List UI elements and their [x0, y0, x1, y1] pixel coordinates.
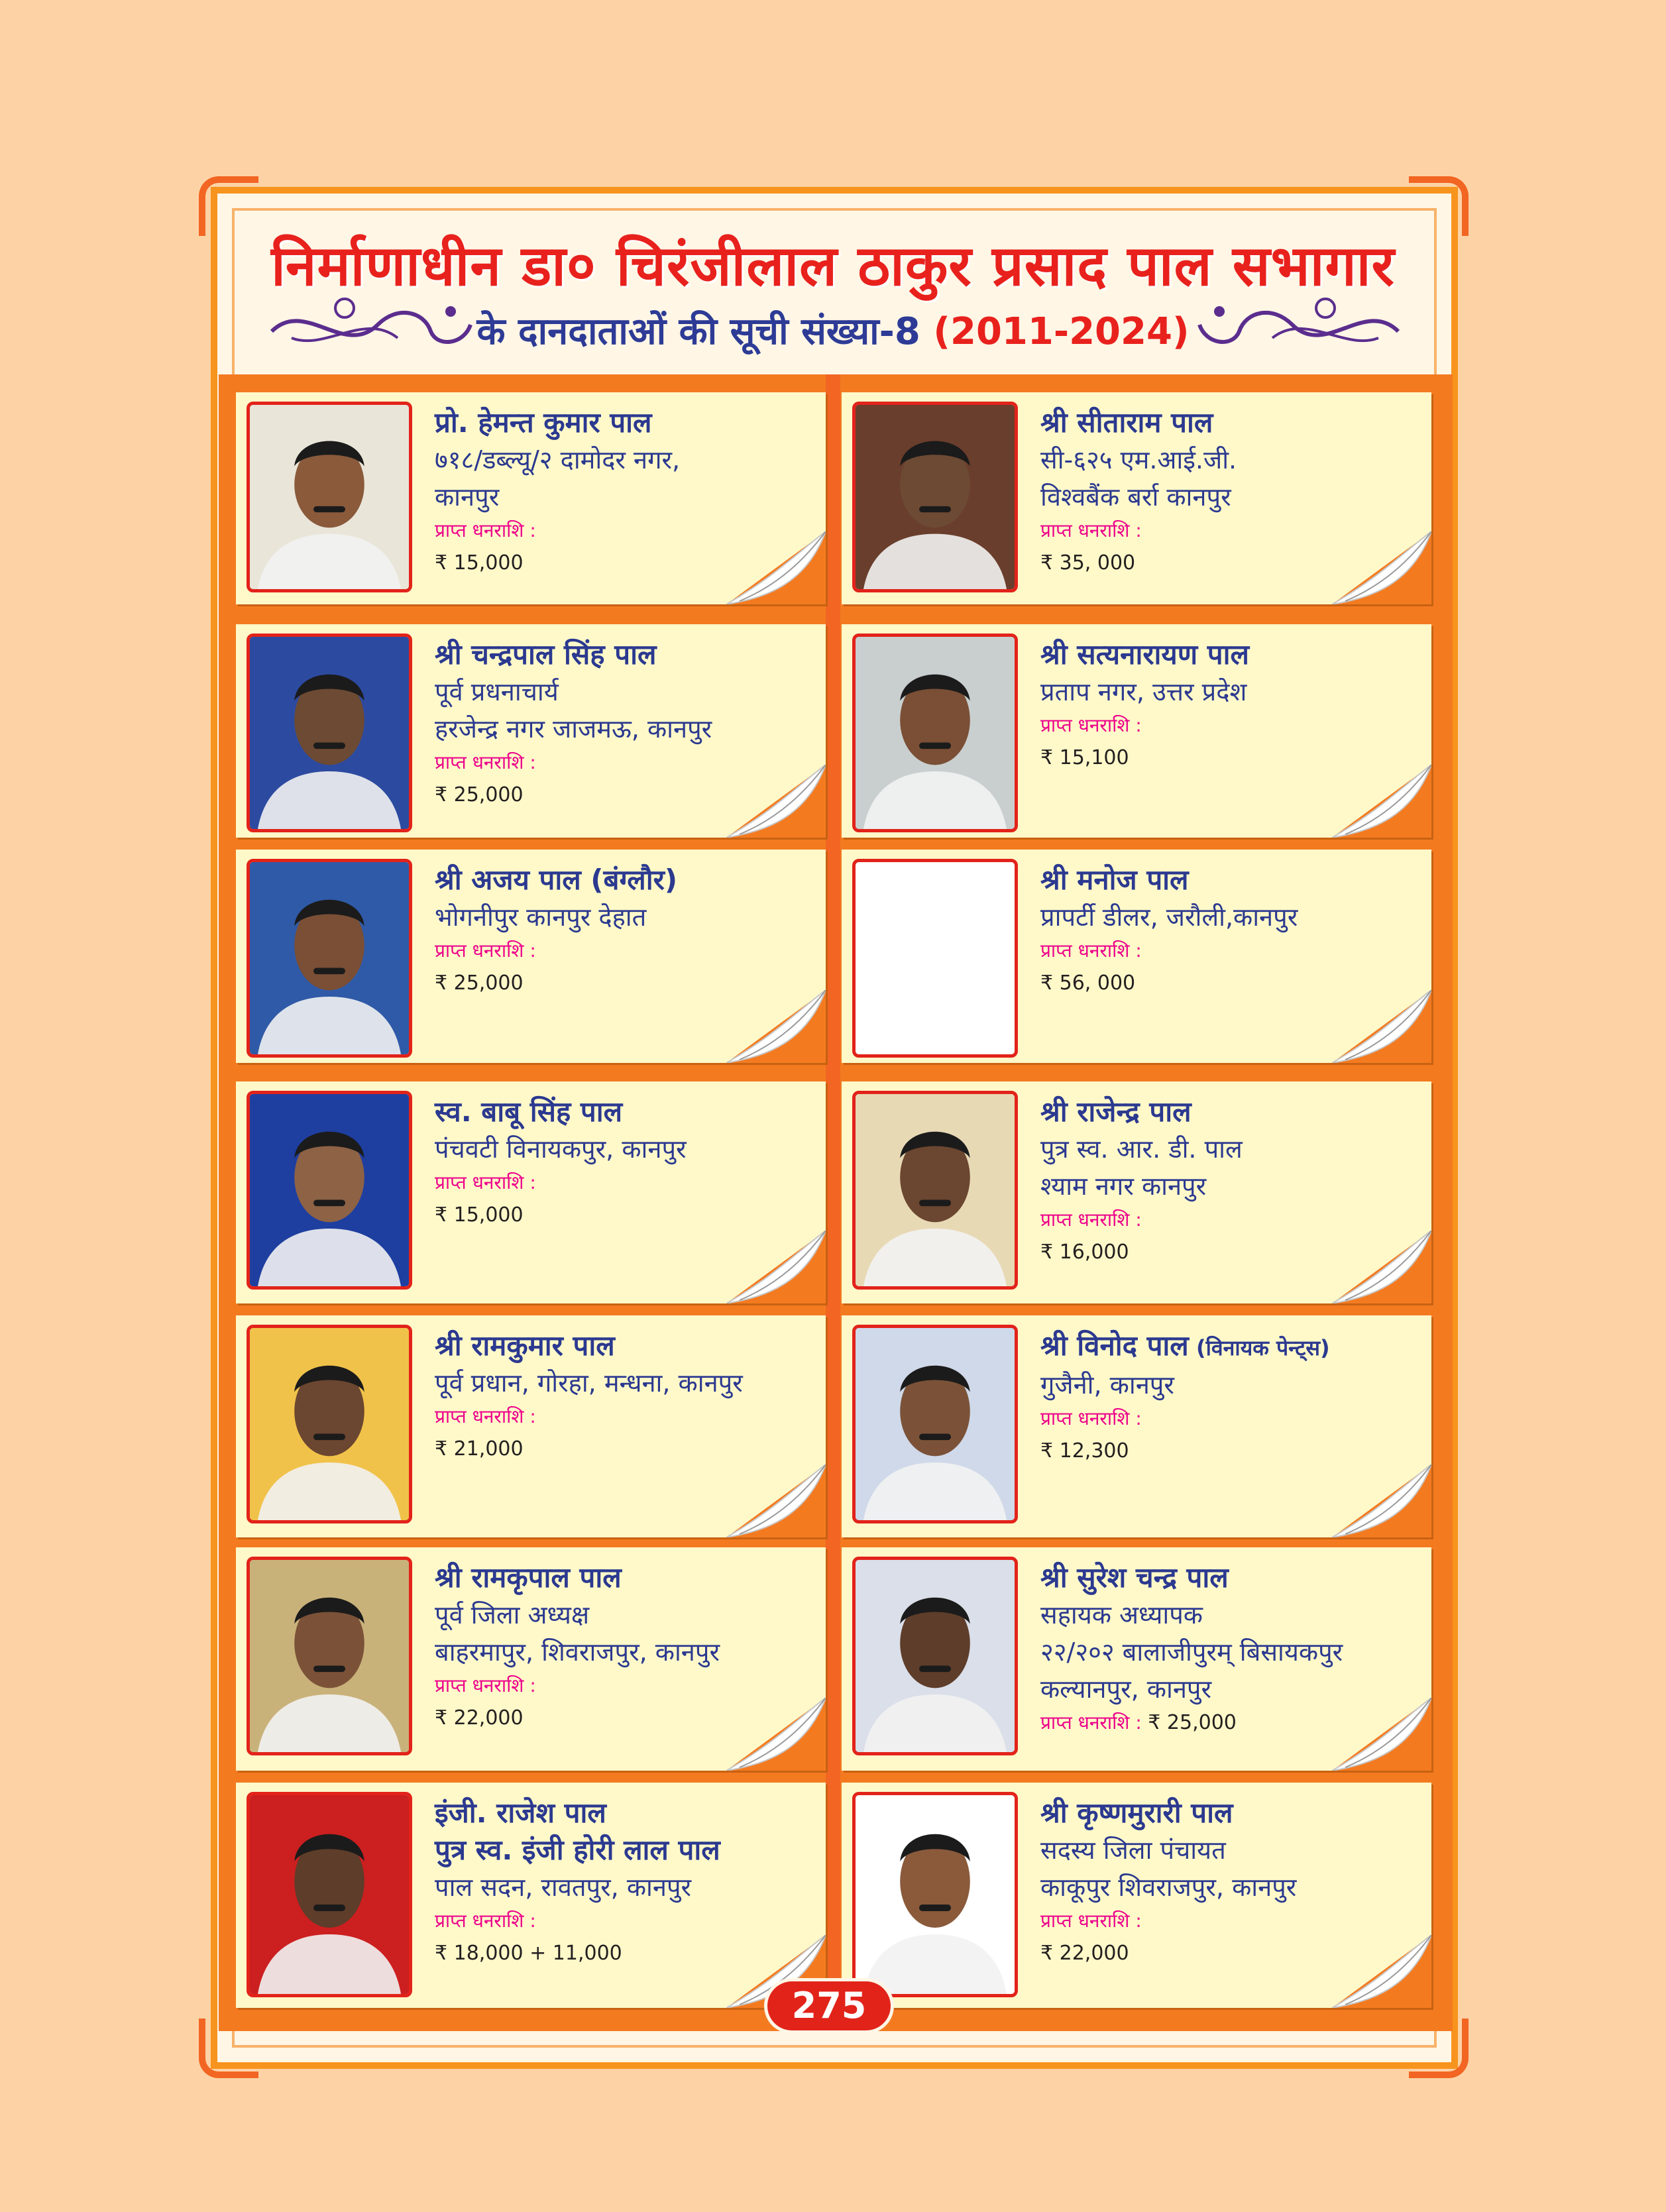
amount-label: प्राप्त धनराशि : ₹ 25,000 — [1040, 1711, 1237, 1734]
donor-name: स्व. बाबू सिंह पाल — [435, 1095, 623, 1128]
donor-address-line: हरजेन्द्र नगर जाजमऊ, कानपुर — [435, 714, 712, 744]
donation-amount: ₹ 15,000 — [435, 1203, 524, 1227]
donor-card — [842, 850, 1431, 1063]
amount-label: प्राप्त धनराशि : — [1040, 1209, 1142, 1231]
page-curl-icon — [726, 1231, 826, 1303]
amount-label: प्राप्त धनराशि : — [435, 520, 536, 541]
donor-card — [236, 392, 826, 604]
page-curl-icon — [1332, 1231, 1431, 1303]
page-curl-icon — [1332, 531, 1431, 604]
page-curl-icon — [1332, 1698, 1431, 1771]
donor-card — [842, 1547, 1431, 1771]
amount-label: प्राप्त धनराशि : — [1040, 1408, 1142, 1429]
amount-label: प्राप्त धनराशि : — [435, 1172, 536, 1193]
donor-card — [236, 1315, 826, 1537]
donor-address-line: गुजैनी, कानपुर — [1040, 1370, 1174, 1400]
donation-amount: ₹ 12,300 — [1040, 1439, 1129, 1463]
donor-photo — [247, 1792, 412, 1997]
donation-amount: ₹ 18,000 + 11,000 — [435, 1942, 622, 1965]
donor-address-line: पुत्र स्व. आर. डी. पाल — [1040, 1134, 1243, 1164]
donor-name: श्री रामकृपाल पाल — [435, 1561, 622, 1594]
amount-label: प्राप्त धनराशि : — [435, 751, 536, 773]
donor-name: श्री कृष्णमुरारी पाल — [1040, 1797, 1233, 1829]
page-curl-icon — [726, 1465, 826, 1537]
donor-name: श्री अजय पाल (बंग्लौर) — [435, 863, 678, 896]
donor-address-line: सहायक अध्यापक — [1040, 1600, 1203, 1630]
donor-photo — [852, 1557, 1018, 1755]
donor-address-line: सदस्य जिला पंचायत — [1040, 1836, 1226, 1865]
donor-name: श्री विनोद पाल (विनायक पेन्ट्स) — [1040, 1329, 1330, 1362]
donor-photo — [247, 1557, 412, 1755]
donor-photo — [852, 634, 1018, 832]
donation-amount: ₹ 16,000 — [1040, 1241, 1129, 1264]
donor-name: श्री रामकुमार पाल — [435, 1329, 615, 1362]
amount-label: प्राप्त धनराशि : — [1040, 1910, 1142, 1932]
subtitle-text: के दानदाताओं की सूची संख्या-8 — [476, 310, 920, 353]
page-curl-icon — [1332, 990, 1431, 1063]
donor-card — [842, 1315, 1431, 1537]
donation-amount: ₹ 15,000 — [435, 551, 524, 575]
donor-photo — [852, 1325, 1018, 1523]
donor-name-line2: पुत्र स्व. इंजी होरी लाल पाल — [435, 1834, 720, 1866]
subtitle-years: (2011-2024) — [933, 310, 1190, 353]
donor-photo — [852, 402, 1018, 592]
donor-photo — [247, 859, 412, 1058]
amount-label: प्राप्त धनराशि : — [1040, 520, 1142, 541]
page-curl-icon — [1332, 1465, 1431, 1537]
donor-address-line: पूर्व प्रधनाचार्य — [435, 677, 559, 706]
donor-card — [236, 1783, 826, 2008]
donation-amount: ₹ 35, 000 — [1040, 551, 1136, 575]
donor-photo — [852, 1091, 1018, 1290]
donor-address-line: कानपुर — [435, 482, 500, 512]
donor-card — [236, 624, 826, 838]
donor-card — [236, 850, 826, 1063]
donor-address-line: पूर्व प्रधान, गोरहा, मन्धना, कानपुर — [435, 1368, 743, 1398]
donor-address-line: ७१८/डब्ल्यू/२ दामोदर नगर, — [435, 445, 681, 474]
page-subtitle — [225, 305, 1441, 355]
donation-amount: ₹ 21,000 — [435, 1437, 524, 1461]
page-curl-icon — [726, 1698, 826, 1771]
donor-photo — [247, 402, 412, 592]
amount-label: प्राप्त धनराशि : — [1040, 714, 1142, 736]
donor-address-line: प्रापर्टी डीलर, जरौली,कानपुर — [1040, 903, 1298, 932]
donor-name: प्रो. हेमन्त कुमार पाल — [435, 406, 652, 439]
donor-card — [236, 1547, 826, 1771]
donor-address-line: भोगनीपुर कानपुर देहात — [435, 903, 647, 932]
donor-address-line: काकूपुर शिवराजपुर, कानपुर — [1040, 1873, 1297, 1902]
donor-photo — [247, 634, 412, 832]
donation-amount: ₹ 15,100 — [1040, 746, 1129, 769]
column-divider — [826, 374, 840, 2011]
donation-amount: ₹ 22,000 — [1040, 1942, 1129, 1965]
donor-card — [842, 392, 1431, 604]
page-curl-icon — [726, 990, 826, 1063]
donor-address-line: प्रताप नगर, उत्तर प्रदेश — [1040, 677, 1247, 706]
donor-name: श्री सुरेश चन्द्र पाल — [1040, 1561, 1229, 1594]
donation-amount: ₹ 25,000 — [435, 971, 524, 995]
donor-card — [842, 624, 1431, 838]
donor-card — [842, 1081, 1431, 1303]
amount-label: प्राप्त धनराशि : — [1040, 940, 1142, 962]
page-curl-icon — [1332, 1935, 1431, 2008]
donor-address-line: पंचवटी विनायकपुर, कानपुर — [435, 1134, 687, 1164]
amount-label: प्राप्त धनराशि : — [435, 1406, 536, 1427]
page-title: निर्माणाधीन डा० चिरंजीलाल ठाकुर प्रसाद पाल सभागार — [271, 233, 1395, 298]
donor-name: श्री चन्द्रपाल सिंह पाल — [435, 638, 657, 671]
donor-name: श्री मनोज पाल — [1040, 863, 1189, 896]
donor-address-line: बाहरमापुर, शिवराजपुर, कानपुर — [435, 1637, 720, 1667]
page-curl-icon — [1332, 765, 1431, 838]
donor-address-line: श्याम नगर कानपुर — [1040, 1172, 1207, 1201]
donation-amount: ₹ 25,000 — [1141, 1711, 1237, 1734]
donor-name: इंजी. राजेश पाल — [435, 1797, 606, 1829]
donation-amount: ₹ 22,000 — [435, 1706, 524, 1730]
donor-address-line: २२/२०२ बालाजीपुरम् बिसायकपुर — [1040, 1637, 1343, 1667]
amount-label: प्राप्त धनराशि : — [435, 1910, 536, 1932]
donor-photo — [852, 859, 1018, 1058]
donor-name: श्री सत्यनारायण पाल — [1040, 638, 1249, 671]
donor-name: श्री राजेन्द्र पाल — [1040, 1095, 1192, 1128]
donation-amount: ₹ 56, 000 — [1040, 971, 1136, 995]
donor-name: श्री सीताराम पाल — [1040, 406, 1213, 439]
amount-label: प्राप्त धनराशि : — [435, 940, 536, 962]
donor-name-suffix: (विनायक पेन्ट्स) — [1188, 1335, 1330, 1360]
donor-photo — [247, 1091, 412, 1290]
donor-photo — [247, 1325, 412, 1523]
page-number: 275 — [767, 1981, 891, 2030]
donor-card — [842, 1783, 1431, 2008]
donor-card — [236, 1081, 826, 1303]
page-curl-icon — [726, 765, 826, 838]
amount-label: प्राप्त धनराशि : — [435, 1675, 536, 1696]
donor-address-line: सी-६२५ एम.आई.जी. — [1040, 445, 1237, 474]
donor-address-line: पाल सदन, रावतपुर, कानपुर — [435, 1873, 692, 1902]
donation-amount: ₹ 25,000 — [435, 783, 524, 806]
donor-address-line: कल्यानपुर, कानपुर — [1040, 1675, 1212, 1704]
page-curl-icon — [726, 531, 826, 604]
donor-photo — [852, 1792, 1018, 1997]
donor-address-line: विश्वबैंक बर्रा कानपुर — [1040, 482, 1231, 512]
donor-address-line: पूर्व जिला अध्यक्ष — [435, 1600, 590, 1630]
